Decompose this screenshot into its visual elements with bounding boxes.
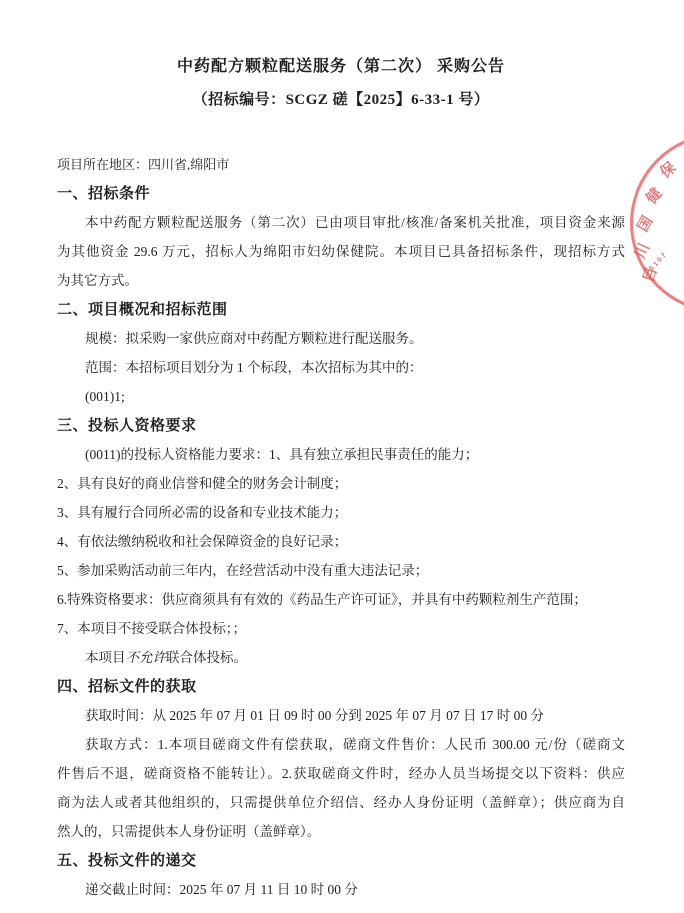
seal-character: 健 [642, 184, 666, 208]
section-5-heading: 五、投标文件的递交 [57, 852, 197, 869]
section-1-paragraph-line: 为其他资金 29.6 万元，招标人为绵阳市妇幼保健院。本项目已具备招标条件，现招标方式 [57, 244, 625, 259]
section-1-heading: 一、招标条件 [57, 185, 151, 202]
bid-number-line: （招标编号：SCGZ 磋【2025】6-33-1 号） [192, 92, 490, 108]
qualification-line-2: 2、具有良好的商业信誉和健全的财务会计制度； [57, 476, 348, 491]
section-2-heading: 二、项目概况和招标范围 [57, 301, 228, 318]
obtain-method-line: 获取方式：1.本项目磋商文件有偿获取，磋商文件售价：人民币 300.00 元/份（磋商文 [85, 737, 625, 752]
seal-character: 川 [631, 240, 654, 262]
section-1-paragraph-line: 本中药配方颗粒配送服务（第二次）已由项目审批/核准/备案机关批准，项目资金来源 [85, 215, 625, 230]
project-region-line: 项目所在地区：四川省,绵阳市 [57, 157, 230, 172]
submission-deadline-line: 递交截止时间：2025 年 07 月 11 日 10 时 00 分 [85, 882, 358, 897]
no-consortium-prefix: 本项目 [85, 650, 126, 665]
no-consortium-suffix: 联合体投标。 [166, 650, 247, 665]
qualification-line-1: (0011)的投标人资格能力要求：1、具有独立承担民事责任的能力； [85, 447, 479, 462]
scale-line: 规模：拟采购一家供应商对中药配方颗粒进行配送服务。 [85, 331, 423, 346]
scope-line: 范围：本招标项目划分为 1 个标段，本次招标为其中的： [85, 360, 423, 375]
seal-character: 国 [634, 213, 657, 235]
qualification-line-3: 3、具有履行合同所必需的设备和专业技术能力； [57, 505, 348, 520]
qualification-line-7: 7、本项目不接受联合体投标；； [57, 621, 246, 636]
obtain-method-line: 件售后不退，磋商资格不能转让）。2.获取磋商文件时，经办人员当场提交以下资料：供应 [57, 766, 625, 781]
seal-digits: 5107 [648, 250, 670, 273]
qualification-line-5: 5、参加采购活动前三年内，在经营活动中没有重大违法记录； [57, 563, 429, 578]
lot-line: (001)1; [85, 389, 125, 404]
seal-character: 保 [656, 158, 680, 182]
obtain-method-line: 然人的，只需提供本人身份证明（盖鲜章）。 [57, 824, 321, 839]
obtain-time-line: 获取时间：从 2025 年 07 月 01 日 09 时 00 分到 2025 年 07 月 07 日 17 时 00 分 [85, 708, 544, 723]
qualification-line-4: 4、有依法缴纳税收和社会保障资金的良好记录； [57, 534, 348, 549]
section-1-paragraph-line: 为其它方式。 [57, 273, 138, 288]
seal-character: 目 [640, 265, 661, 285]
page-title: 中药配方颗粒配送服务（第二次） 采购公告 [176, 58, 505, 75]
seal-ring [630, 133, 684, 313]
no-consortium-line [57, 643, 625, 672]
section-3-heading: 三、投标人资格要求 [57, 417, 197, 434]
official-red-seal [630, 133, 684, 313]
no-consortium-emphasis: 不允许 [125, 650, 166, 665]
qualification-line-6: 6.特殊资格要求：供应商须具有有效的《药品生产许可证》，并具有中药颗粒剂生产范围； [57, 592, 587, 607]
section-4-heading: 四、招标文件的获取 [57, 678, 197, 695]
obtain-method-line: 商为法人或者其他组织的，只需提供单位介绍信、经办人身份证明（盖鲜章）；供应商为自 [57, 795, 625, 810]
